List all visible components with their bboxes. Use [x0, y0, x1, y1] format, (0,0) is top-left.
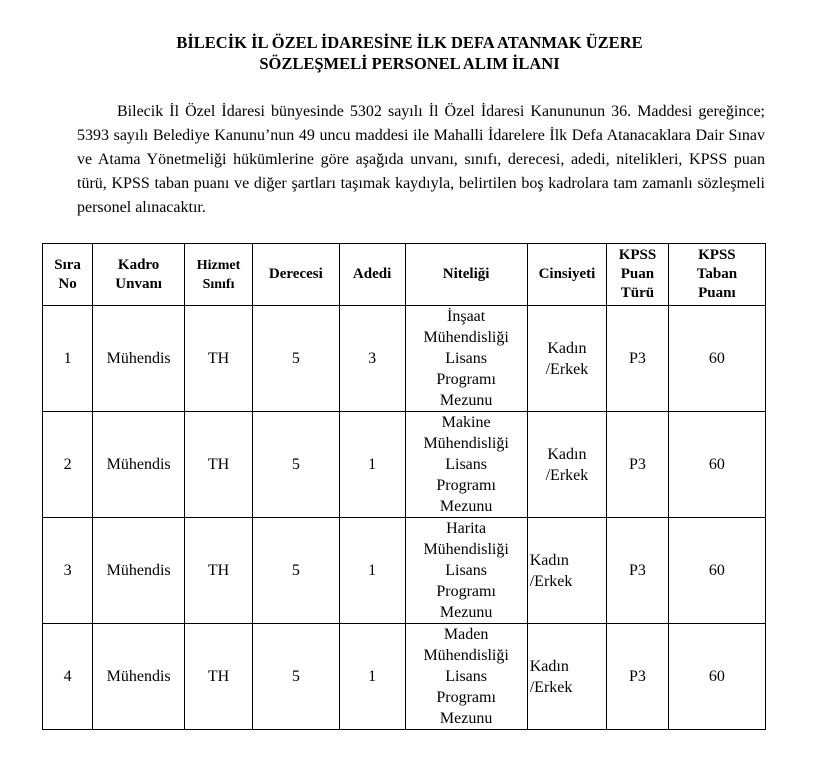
cell-niteligi: [405, 306, 527, 412]
cell-kadro-unvani: Mühendis: [93, 518, 185, 624]
cell-kpss-taban-puani: 60: [668, 518, 765, 624]
cell-cinsiyeti: [527, 306, 606, 412]
cell-line: Lisans: [445, 456, 487, 473]
cell-adedi: 1: [339, 518, 405, 624]
cell-niteligi: [405, 518, 527, 624]
cell-line: Programı: [436, 583, 496, 600]
header-kpss-taban-puani: [668, 244, 765, 306]
header-line: Sıra: [54, 256, 81, 273]
cell-sira-no: 4: [43, 624, 93, 730]
header-line: No: [58, 275, 77, 292]
header-line: Puanı: [698, 285, 736, 301]
header-line: Derecesi: [268, 266, 323, 282]
page-title-line-2: SÖZLEŞMELİ PERSONEL ALIM İLANI: [259, 54, 560, 73]
positions-table: [42, 243, 766, 730]
header-kadro-unvani: [93, 244, 185, 306]
cell-hizmet-sinifi: TH: [185, 518, 253, 624]
cell-adedi: 1: [339, 624, 405, 730]
cell-line: Makine: [441, 414, 491, 431]
cell-line: Kadın: [529, 657, 569, 675]
cell-line: /Erkek: [545, 360, 589, 378]
cell-kadro-unvani: Mühendis: [93, 624, 185, 730]
cell-line: Mühendisliği: [423, 329, 509, 346]
cell-line: Mezunu: [439, 392, 493, 409]
cell-line: Programı: [436, 371, 496, 388]
cell-kpss-taban-puani: 60: [668, 306, 765, 412]
cell-line: İnşaat: [447, 308, 486, 325]
cell-cinsiyeti: [527, 518, 606, 624]
cell-sira-no: 1: [43, 306, 93, 412]
cell-derecesi: 5: [252, 518, 339, 624]
cell-line: Mezunu: [439, 710, 493, 727]
table-header-row: [43, 244, 766, 306]
cell-adedi: 3: [339, 306, 405, 412]
cell-hizmet-sinifi: TH: [185, 624, 253, 730]
cell-kadro-unvani: Mühendis: [93, 412, 185, 518]
cell-line: Maden: [443, 626, 489, 643]
header-hizmet-sinifi: [185, 244, 253, 306]
cell-line: /Erkek: [545, 466, 589, 484]
cell-line: Kadın: [547, 339, 587, 357]
header-line: Hizmet: [196, 257, 241, 273]
header-line: Cinsiyeti: [538, 266, 596, 282]
page-title-line-1: BİLECİK İL ÖZEL İDARESİNE İLK DEFA ATANMAK ÜZERE: [176, 33, 643, 52]
cell-niteligi: [405, 624, 527, 730]
cell-line: /Erkek: [529, 572, 573, 590]
header-niteligi: [405, 244, 527, 306]
cell-kpss-puan-turu: P3: [607, 412, 669, 518]
cell-sira-no: 2: [43, 412, 93, 518]
cell-niteligi: [405, 412, 527, 518]
cell-line: Mezunu: [439, 498, 493, 515]
cell-line: Mühendisliği: [423, 541, 509, 558]
cell-line: Lisans: [445, 350, 487, 367]
header-line: Kadro: [117, 256, 160, 273]
header-cinsiyeti: [527, 244, 606, 306]
cell-line: Mühendisliği: [423, 435, 509, 452]
cell-adedi: 1: [339, 412, 405, 518]
header-line: Taban: [696, 266, 738, 282]
cell-line: Mezunu: [439, 604, 493, 621]
cell-line: /Erkek: [529, 678, 573, 696]
header-line: Türü: [620, 285, 655, 301]
cell-kpss-taban-puani: 60: [668, 412, 765, 518]
header-line: KPSS: [698, 247, 736, 263]
header-sira-no: [43, 244, 93, 306]
cell-line: Programı: [436, 689, 496, 706]
cell-line: Lisans: [445, 562, 487, 579]
header-kpss-puan-turu: [607, 244, 669, 306]
cell-derecesi: 5: [252, 412, 339, 518]
cell-hizmet-sinifi: TH: [185, 412, 253, 518]
cell-kpss-puan-turu: P3: [607, 518, 669, 624]
header-derecesi: [252, 244, 339, 306]
cell-line: Kadın: [529, 551, 569, 569]
cell-line: Mühendisliği: [423, 647, 509, 664]
table-row: [43, 518, 766, 624]
cell-line: Programı: [436, 477, 496, 494]
cell-derecesi: 5: [252, 306, 339, 412]
cell-derecesi: 5: [252, 624, 339, 730]
header-line: Niteliği: [442, 266, 490, 282]
cell-kadro-unvani: Mühendis: [93, 306, 185, 412]
header-line: Sınıfı: [202, 276, 235, 292]
cell-kpss-puan-turu: P3: [607, 624, 669, 730]
cell-sira-no: 3: [43, 518, 93, 624]
cell-cinsiyeti: [527, 412, 606, 518]
table-row: [43, 412, 766, 518]
header-line: Adedi: [352, 266, 392, 282]
intro-paragraph: Bilecik İl Özel İdaresi bünyesinde 5302 sayılı İl Özel İdaresi Kanununun 36. Maddesi gereğince; 5393 sayılı Belediye Kanunu’nun 49 uncu maddesi ile Mahalli İdarelere İlk Defa Atanacaklara Dair Sınav ve Atama Yönetmeliği hükümlerine göre aşağıda unvanı, sınıfı, derecesi, adedi, nitelikleri, KPSS puan türü, KPSS taban puanı ve diğer şartları taşımak kaydıyla, belirtilen boş kadrolara tam zamanlı sözleşmeli personel alınacaktır.: [77, 103, 765, 216]
cell-cinsiyeti: [527, 624, 606, 730]
table-row: [43, 624, 766, 730]
header-adedi: [339, 244, 405, 306]
cell-line: Kadın: [547, 445, 587, 463]
cell-hizmet-sinifi: TH: [185, 306, 253, 412]
header-line: Unvanı: [115, 275, 162, 292]
header-line: KPSS: [618, 247, 657, 263]
cell-line: Harita: [446, 520, 487, 537]
cell-kpss-puan-turu: P3: [607, 306, 669, 412]
table-row: [43, 306, 766, 412]
header-line: Puan: [620, 266, 655, 282]
cell-line: Lisans: [445, 668, 487, 685]
cell-kpss-taban-puani: 60: [668, 624, 765, 730]
